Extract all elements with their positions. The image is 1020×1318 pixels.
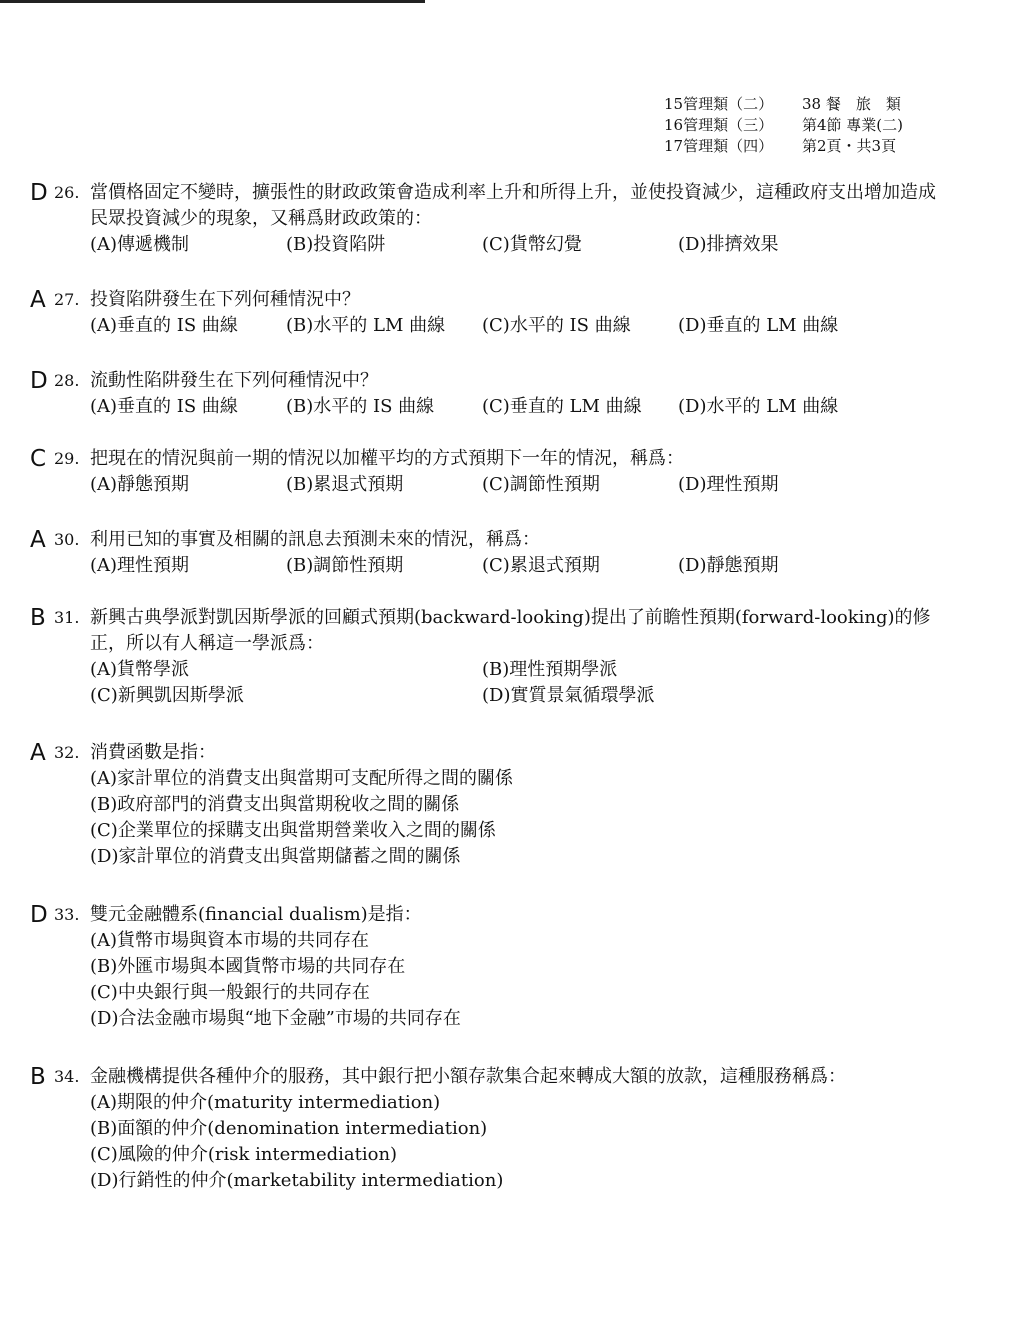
option-c: (C)企業單位的採購支出與當期營業收入之間的關係 bbox=[90, 820, 496, 841]
option-d: (D)靜態預期 bbox=[678, 555, 779, 576]
options bbox=[90, 232, 945, 258]
question-number: 34. bbox=[54, 1067, 80, 1086]
option-d: (D)理性預期 bbox=[678, 474, 779, 495]
header-code: 15管理類（二） bbox=[664, 95, 774, 113]
header-info: 38 餐 旅 類 bbox=[802, 95, 901, 113]
option-a: (A)靜態預期 bbox=[90, 474, 190, 495]
option-b: (B)水平的 IS 曲線 bbox=[286, 396, 435, 417]
option-b: (B)理性預期學派 bbox=[482, 659, 618, 680]
options bbox=[90, 766, 945, 870]
option-b: (B)面額的仲介(denomination intermediation) bbox=[90, 1118, 488, 1139]
question-stem: 消費函數是指： bbox=[90, 742, 216, 763]
question-33 bbox=[30, 902, 945, 1032]
header-line bbox=[664, 136, 903, 157]
question-stem: 流動性陷阱發生在下列何種情況中？ bbox=[90, 370, 378, 391]
option-b: (B)政府部門的消費支出與當期稅收之間的關係 bbox=[90, 794, 460, 815]
option-c: (C)累退式預期 bbox=[482, 555, 600, 576]
header-line bbox=[664, 115, 903, 136]
question-stem: 新興古典學派對凱因斯學派的回顧式預期(backward-looking)提出了前瞻性預期(forward-looking)的修正，所以有人稱這一學派爲： bbox=[90, 607, 931, 654]
question-stem: 利用已知的事實及相關的訊息去預測未來的情況，稱爲： bbox=[90, 529, 540, 550]
option-d: (D)垂直的 LM 曲線 bbox=[678, 315, 839, 336]
options bbox=[90, 553, 945, 579]
option-c: (C)調節性預期 bbox=[482, 474, 600, 495]
header-code: 17管理類（四） bbox=[664, 137, 774, 155]
question-32 bbox=[30, 740, 945, 870]
option-b: (B)累退式預期 bbox=[286, 474, 404, 495]
option-a: (A)家計單位的消費支出與當期可支配所得之間的關係 bbox=[90, 768, 514, 789]
handwritten-answer: A bbox=[30, 740, 46, 766]
handwritten-answer: D bbox=[30, 902, 48, 928]
question-number: 33. bbox=[54, 905, 80, 924]
options bbox=[90, 313, 945, 339]
question-34 bbox=[30, 1064, 945, 1194]
option-a: (A)貨幣市場與資本市場的共同存在 bbox=[90, 930, 370, 951]
question-stem: 把現在的情況與前一期的情況以加權平均的方式預期下一年的情況，稱爲： bbox=[90, 448, 684, 469]
option-b: (B)調節性預期 bbox=[286, 555, 404, 576]
question-stem: 投資陷阱發生在下列何種情況中？ bbox=[90, 289, 360, 310]
header-info: 第4節 專業(二) bbox=[802, 116, 904, 134]
handwritten-answer: D bbox=[30, 180, 48, 206]
option-c: (C)水平的 IS 曲線 bbox=[482, 315, 631, 336]
options bbox=[90, 657, 945, 709]
header-line bbox=[664, 94, 903, 115]
question-number: 31. bbox=[54, 608, 80, 627]
handwritten-answer: D bbox=[30, 368, 48, 394]
exam-header bbox=[664, 94, 903, 157]
option-a: (A)傳遞機制 bbox=[90, 234, 190, 255]
options bbox=[90, 472, 945, 498]
question-number: 32. bbox=[54, 743, 80, 762]
question-30 bbox=[30, 527, 945, 579]
option-a: (A)貨幣學派 bbox=[90, 659, 190, 680]
handwritten-answer: C bbox=[30, 446, 47, 472]
question-stem: 當價格固定不變時，擴張性的財政政策會造成利率上升和所得上升，並使投資減少，這種政府支出增加造成民眾投資減少的現象，又稱爲財政政策的： bbox=[90, 182, 936, 229]
option-d: (D)行銷性的仲介(marketability intermediation) bbox=[90, 1170, 504, 1191]
question-number: 30. bbox=[54, 530, 80, 549]
option-c: (C)中央銀行與一般銀行的共同存在 bbox=[90, 982, 370, 1003]
question-number: 27. bbox=[54, 290, 80, 309]
option-b: (B)投資陷阱 bbox=[286, 234, 386, 255]
handwritten-answer: B bbox=[30, 1064, 46, 1090]
question-stem: 雙元金融體系(financial dualism)是指： bbox=[90, 904, 422, 925]
option-c: (C)垂直的 LM 曲線 bbox=[482, 396, 642, 417]
question-number: 26. bbox=[54, 183, 80, 202]
header-code: 16管理類（三） bbox=[664, 116, 774, 134]
option-c: (C)風險的仲介(risk intermediation) bbox=[90, 1144, 398, 1165]
option-c: (C)新興凱因斯學派 bbox=[90, 685, 244, 706]
top-rule bbox=[0, 0, 425, 3]
option-d: (D)實質景氣循環學派 bbox=[482, 685, 655, 706]
question-stem: 金融機構提供各種仲介的服務，其中銀行把小額存款集合起來轉成大額的放款，這種服務稱爲： bbox=[90, 1066, 846, 1087]
option-d: (D)水平的 LM 曲線 bbox=[678, 396, 839, 417]
option-a: (A)垂直的 IS 曲線 bbox=[90, 396, 238, 417]
options bbox=[90, 394, 945, 420]
option-b: (B)水平的 LM 曲線 bbox=[286, 315, 446, 336]
header-info: 第2頁・共3頁 bbox=[802, 137, 897, 155]
question-number: 29. bbox=[54, 449, 80, 468]
option-a: (A)期限的仲介(maturity intermediation) bbox=[90, 1092, 441, 1113]
handwritten-answer: A bbox=[30, 287, 46, 313]
question-27 bbox=[30, 287, 945, 339]
option-b: (B)外匯市場與本國貨幣市場的共同存在 bbox=[90, 956, 406, 977]
question-28 bbox=[30, 368, 945, 420]
option-d: (D)家計單位的消費支出與當期儲蓄之間的關係 bbox=[90, 846, 461, 867]
handwritten-answer: B bbox=[30, 605, 46, 631]
option-a: (A)垂直的 IS 曲線 bbox=[90, 315, 238, 336]
option-d: (D)合法金融市場與“地下金融”市場的共同存在 bbox=[90, 1008, 461, 1029]
question-31 bbox=[30, 605, 945, 709]
option-a: (A)理性預期 bbox=[90, 555, 190, 576]
question-26 bbox=[30, 180, 945, 258]
options bbox=[90, 1090, 945, 1194]
question-29 bbox=[30, 446, 945, 498]
handwritten-answer: A bbox=[30, 527, 46, 553]
option-d: (D)排擠效果 bbox=[678, 234, 779, 255]
option-c: (C)貨幣幻覺 bbox=[482, 234, 582, 255]
options bbox=[90, 928, 945, 1032]
question-number: 28. bbox=[54, 371, 80, 390]
